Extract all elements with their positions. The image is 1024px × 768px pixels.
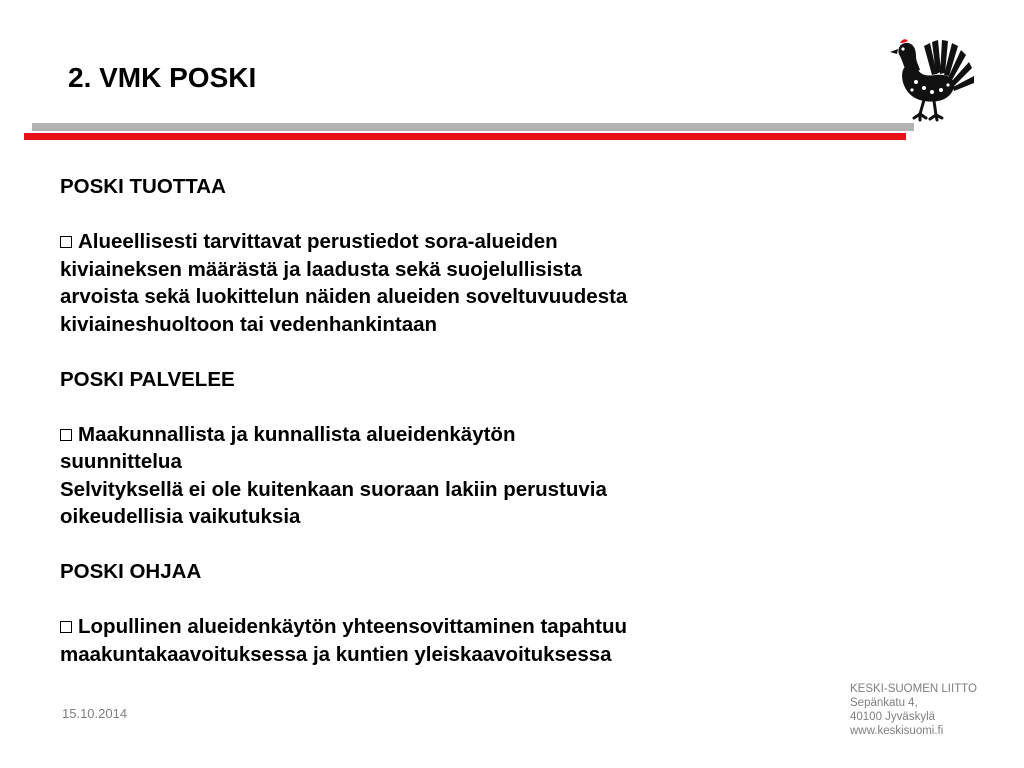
checkbox-bullet-icon bbox=[60, 429, 72, 441]
footer-organization bbox=[850, 682, 977, 738]
body-line: maakuntakaavoituksessa ja kuntien yleiskaavoituksessa bbox=[60, 642, 612, 666]
org-city: 40100 Jyväskylä bbox=[850, 711, 936, 723]
slide-date: 15.10.2014 bbox=[62, 706, 128, 721]
body-line: arvoista sekä luokittelun näiden alueiden soveltuvuudesta bbox=[60, 285, 628, 308]
section-heading-palvelee: POSKI PALVELEE bbox=[60, 367, 235, 391]
body-line: oikeudellisia vaikutuksia bbox=[60, 505, 301, 528]
bullet-text: Maakunnallista ja kunnallista alueidenkäytön bbox=[78, 422, 516, 446]
bullet-item-palvelee bbox=[60, 421, 820, 449]
bullet-text: Alueellisesti tarvittavat perustiedot sora-alueiden bbox=[78, 230, 558, 253]
checkbox-bullet-icon bbox=[60, 621, 72, 633]
bullet-item-tuottaa bbox=[60, 228, 820, 256]
bullet-item-ohjaa bbox=[60, 613, 820, 641]
title-rule-gray bbox=[32, 123, 914, 131]
checkbox-bullet-icon bbox=[60, 236, 72, 248]
slide-title: 2. VMK POSKI bbox=[68, 62, 257, 93]
body-line: suunnittelua bbox=[60, 450, 182, 473]
slide-body bbox=[60, 173, 820, 668]
body-line: Selvityksellä ei ole kuitenkaan suoraan lakiin perustuvia bbox=[60, 477, 607, 501]
body-line: kiviaineksen määrästä ja laadusta sekä suojelullisista bbox=[60, 257, 582, 281]
bullet-text: Lopullinen alueidenkäytön yhteensovittaminen tapahtuu bbox=[78, 615, 628, 638]
section-heading-ohjaa: POSKI OHJAA bbox=[60, 560, 202, 583]
org-street: Sepänkatu 4, bbox=[850, 697, 918, 709]
org-website: www.keskisuomi.fi bbox=[850, 725, 944, 737]
org-name: KESKI-SUOMEN LIITTO bbox=[850, 683, 977, 695]
section-heading-tuottaa: POSKI TUOTTAA bbox=[60, 175, 226, 198]
title-rule-red bbox=[24, 133, 906, 140]
capercaillie-logo-icon bbox=[886, 30, 978, 122]
body-line: kiviaineshuoltoon tai vedenhankintaan bbox=[60, 312, 438, 336]
